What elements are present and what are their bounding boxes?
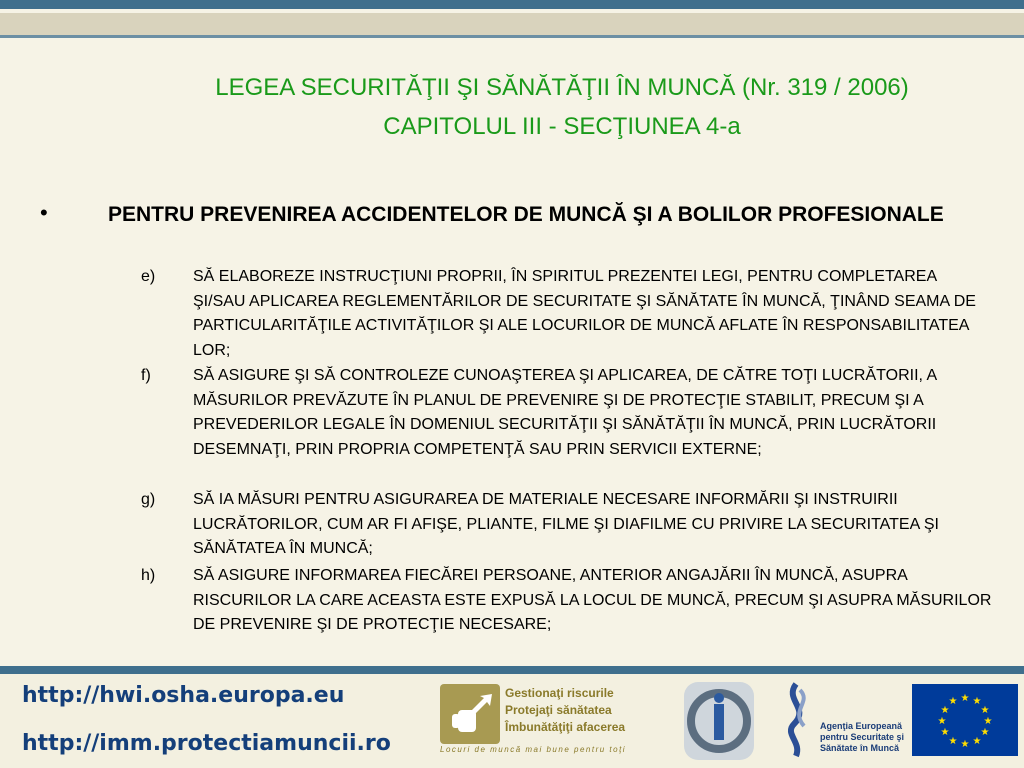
campaign-line-1: Gestionaţi riscurile: [505, 686, 614, 700]
top-rule: [0, 35, 1024, 38]
eu-flag-icon: [912, 684, 1018, 756]
svg-text:★: ★: [980, 705, 990, 716]
svg-text:★: ★: [980, 727, 990, 738]
svg-text:★: ★: [983, 716, 993, 727]
svg-text:★: ★: [948, 696, 958, 707]
inspection-logo-icon: [684, 682, 754, 760]
footer-rule: [0, 666, 1024, 674]
svg-text:★: ★: [948, 736, 958, 747]
svg-text:★: ★: [972, 736, 982, 747]
agency-name: Agenţia Europeană pentru Securitate şi Sănătate în Muncă: [820, 721, 905, 753]
list-item-text: SĂ ELABOREZE INSTRUCŢIUNI PROPRII, ÎN SPIRITUL PREZENTEI LEGI, PENTRU COMPLETAREA ŞI/SAU APLICAREA REGLEMENTĂRILOR DE SECURITATE ŞI SĂNĂTATE ÎN MUNCĂ, ŢINÂND SEAMA DE PARTICULARITĂŢILE ACTIVITĂŢILOR ŞI ALE LOCURILOR DE MUNCĂ AFLATE ÎN RESPONSABILITATEA LOR;: [193, 268, 976, 359]
top-beige-stripe: [0, 13, 1024, 35]
svg-text:★: ★: [972, 696, 982, 707]
list-item-marker: g): [141, 491, 156, 508]
slide-title: LEGEA SECURITĂŢII ŞI SĂNĂTĂŢII ÎN MUNCĂ (Nr. 319 / 2006): [215, 74, 909, 101]
top-banner: [0, 0, 1024, 38]
svg-text:★: ★: [960, 739, 970, 750]
bullet-marker: •: [40, 200, 48, 225]
campaign-tagline: Locuri de muncă mai bune pentru toţi: [440, 745, 627, 754]
svg-text:★: ★: [940, 705, 950, 716]
campaign-line-3: Îmbunătăţiţi afacerea: [505, 720, 626, 734]
svg-text:★: ★: [960, 693, 970, 704]
osha-link[interactable]: http://hwi.osha.europa.eu: [22, 683, 345, 708]
list-item-text: SĂ ASIGURE ŞI SĂ CONTROLEZE CUNOAŞTEREA ŞI APLICAREA, DE CĂTRE TOŢI LUCRĂTORII, A MĂSURILOR PREVĂZUTE ÎN PLANUL DE PREVENIRE ŞI DE PROTECŢIE STABILIT, PRECUM ŞI A PREVEDERILOR LEGALE ÎN DOMENIUL SECURITĂŢII ŞI SĂNĂTĂŢII ÎN MUNCĂ, PRIN LUCRĂTORII DESEMNAŢI, PRIN PROPRIA COMPETENŢĂ SAU PRIN SERVICII EXTERNE;: [193, 367, 937, 458]
list-item-text: SĂ IA MĂSURI PENTRU ASIGURAREA DE MATERIALE NECESARE INFORMĂRII ŞI INSTRUIRII LUCRĂTORILOR, CUM AR FI AFIŞE, PLIANTE, FILME ŞI DIAFILME CU PRIVIRE LA SECURITATEA ŞI SĂNĂTATEA ÎN MUNCĂ;: [193, 491, 939, 557]
list-item-marker: f): [141, 367, 151, 384]
campaign-line-2: Protejaţi sănătatea: [505, 703, 612, 717]
section-heading: PENTRU PREVENIREA ACCIDENTELOR DE MUNCĂ ŞI A BOLILOR PROFESIONALE: [108, 203, 944, 226]
list-item-marker: e): [141, 268, 156, 285]
svg-text:★: ★: [940, 727, 950, 738]
osha-agency-logo-icon: [776, 680, 818, 760]
top-blue-stripe: [0, 0, 1024, 9]
list-item-text: SĂ ASIGURE INFORMAREA FIECĂREI PERSOANE, ANTERIOR ANGAJĂRII ÎN MUNCĂ, ASUPRA RISCURILOR LA CARE ACEASTA ESTE EXPUSĂ LA LOCUL DE MUNCĂ, PRECUM ŞI ASUPRA MĂSURILOR DE PREVENIRE ŞI DE PROTECŢIE NECESARE;: [193, 567, 992, 633]
slide-subtitle: CAPITOLUL III - SECŢIUNEA 4-a: [383, 113, 741, 140]
svg-text:★: ★: [937, 716, 947, 727]
campaign-logo-icon: [440, 684, 500, 744]
protectiamuncii-link[interactable]: http://imm.protectiamuncii.ro: [22, 731, 391, 756]
list-item-marker: h): [141, 567, 156, 584]
